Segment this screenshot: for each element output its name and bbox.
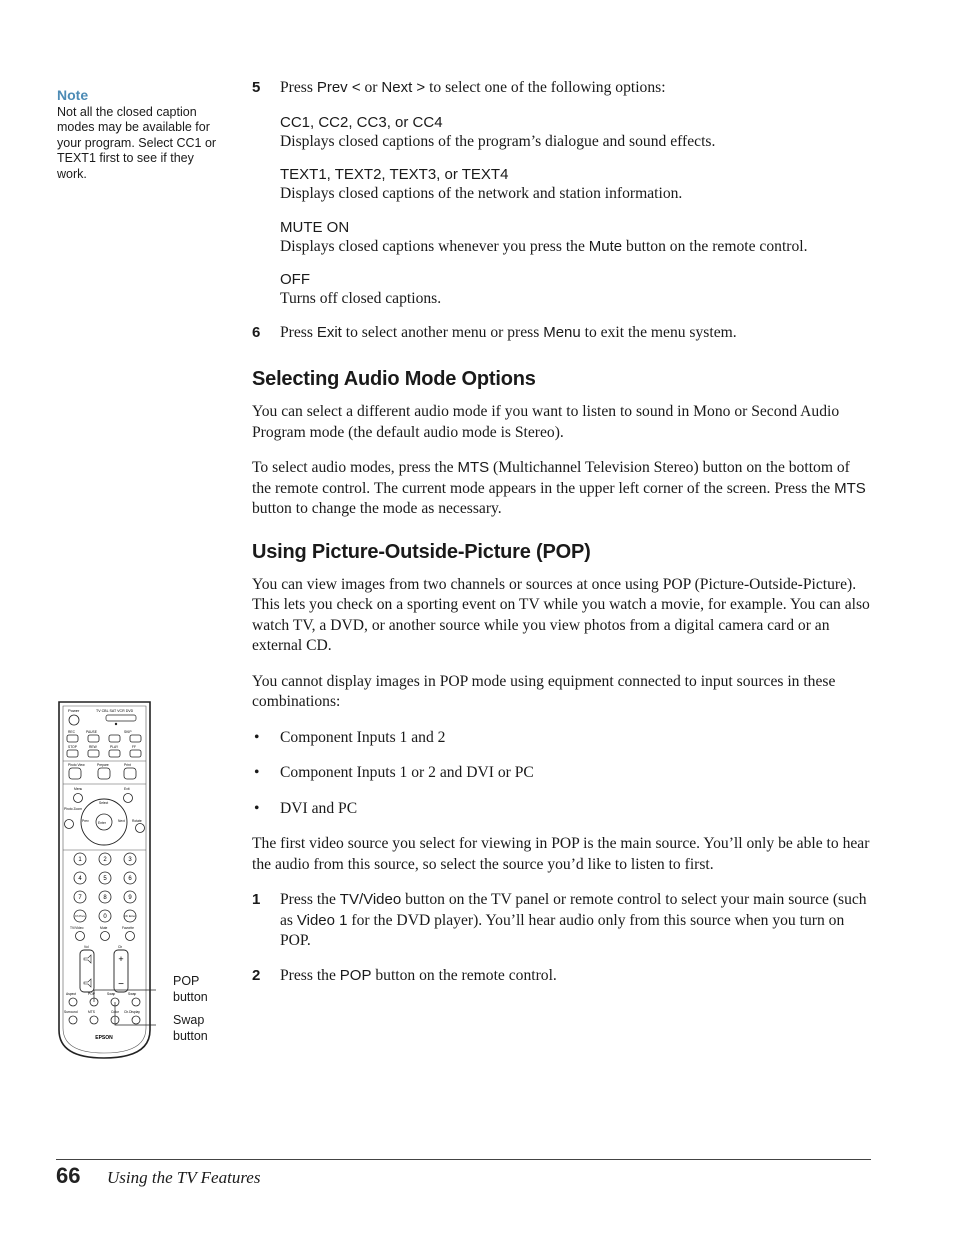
main-column [252, 78, 872, 1000]
remote-label: PAUSE [86, 730, 97, 734]
remote-label: Swap [107, 992, 116, 996]
remote-label: Prepare [97, 763, 109, 767]
list-item [252, 763, 872, 784]
remote-label: SKIP [124, 730, 132, 734]
key-label: 9 [128, 895, 132, 901]
tv-video-button-ref: TV/Video [339, 891, 402, 908]
step-text: button on the remote control. [371, 966, 557, 984]
step-number: 1 [252, 891, 261, 908]
remote-label: STOP [68, 745, 77, 749]
mts-button-ref: MTS [457, 459, 490, 476]
list-item-text: Component Inputs 1 or 2 and DVI or PC [280, 764, 534, 781]
paragraph-text: To select audio modes, press the [252, 459, 458, 476]
step-5 [252, 78, 872, 99]
indicator-light [115, 723, 117, 725]
key-label: 7 [78, 895, 82, 901]
step-number: 6 [252, 323, 261, 341]
key-label: 8 [103, 895, 107, 901]
remote-label: PLAY [110, 745, 119, 749]
step-6 [252, 323, 872, 344]
option-text [280, 165, 872, 205]
bullet-dot: • [254, 728, 260, 746]
key-label: 5 [103, 876, 107, 882]
list-item [252, 799, 872, 820]
pop-paragraph: The first video source you select for viewing in POP is the main source. You’ll only be able to hear the audio from this source, so select the source you’d like to listen to first. [252, 835, 870, 873]
option-desc-text: button on the remote control. [622, 237, 808, 255]
key-label: Ch Enter [124, 914, 136, 918]
audio-heading: Selecting Audio Mode Options [252, 368, 536, 390]
remote-label: REW [89, 745, 97, 749]
remote-label: POP [88, 992, 95, 996]
option-desc: Displays closed captions of the network and station information. [280, 185, 683, 202]
option-name: OFF [280, 271, 310, 288]
option-name: MUTE ON [280, 218, 350, 236]
pop-paragraph: You can view images from two channels or sources at once using POP (Picture-Outside-Picture). This lets you check on a sporting event on TV while you watch a movie, for example. You can also watch TV, a DVD, or another source while you view photos from a digital camera card or an external CD. [252, 575, 870, 654]
remote-label: Ch.Display [124, 1010, 140, 1014]
bullet-dot: • [254, 799, 260, 817]
note-title: Note [57, 87, 89, 103]
key-label: 2 [103, 857, 107, 863]
footer-title: Using the TV Features [107, 1168, 261, 1187]
remote-label: Vol [84, 945, 89, 949]
remote-label: Color [111, 1010, 119, 1014]
menu-button-ref: Menu [543, 323, 581, 341]
option-desc: Turns off closed captions. [280, 290, 442, 307]
pop-step-1 [252, 890, 872, 952]
video1-ref: Video 1 [296, 911, 348, 929]
minus-icon: − [118, 979, 124, 990]
pop-button-callout: POP button [173, 974, 208, 1004]
mute-button-ref: Mute [588, 237, 623, 255]
key-label: Ch Prev [74, 914, 86, 918]
remote-label: Select [99, 801, 109, 805]
key-label: 6 [128, 876, 132, 882]
option-desc [280, 237, 872, 258]
remote-label: Ch [118, 945, 123, 949]
list-item-text: DVI and PC [280, 799, 358, 817]
swap-button-callout: Swap button [173, 1013, 208, 1043]
step-text: to select one of the following options: [425, 79, 666, 96]
remote-label: Power [68, 708, 80, 713]
audio-paragraph [252, 458, 872, 520]
option-cc [280, 113, 872, 153]
remote-label: Exit [124, 787, 130, 791]
exit-button-ref: Exit [316, 323, 342, 341]
remote-label: Prev [82, 819, 89, 823]
key-label: 1 [78, 857, 82, 863]
remote-label: Photo View [68, 763, 85, 767]
footer-rule [56, 1159, 871, 1160]
step-text: Press the [280, 891, 340, 908]
paragraph-text: (Multichannel Television Stereo) button on the bottom of the remote control. The current mode appears in the upper left corner of the screen. Press the [252, 459, 850, 497]
remote-label: Enter [98, 821, 106, 825]
step-text: for the DVD player). You’ll hear audio only from this source when you turn on POP. [280, 911, 845, 949]
remote-label: Rotate [132, 819, 142, 823]
remote-label: Menu [74, 787, 83, 791]
note-text: Not all the closed caption modes may be available for your program. Select CC1 or TEXT1 first to see if they work. [57, 104, 217, 181]
remote-label: Swap [128, 992, 137, 996]
step-text: or [360, 79, 382, 96]
brand-logo: EPSON [95, 1035, 113, 1041]
step-text: to select another menu or press [341, 323, 544, 341]
option-mute-on [280, 218, 872, 258]
remote-label: REC [68, 730, 75, 734]
remote-label: Photo Zoom [64, 807, 82, 811]
remote-label: FF [132, 745, 137, 749]
remote-label: TV CBL SAT VCR DVD [96, 709, 134, 713]
step-number: 2 [252, 966, 261, 984]
option-desc: Displays closed captions of the program’s dialogue and sound effects. [280, 132, 716, 150]
prev-button-ref: Prev < [316, 79, 361, 96]
remote-label: Print [124, 763, 131, 767]
step-text: to exit the menu system. [580, 323, 737, 341]
step-text: Press the [280, 966, 340, 984]
key-label: 3 [128, 857, 132, 863]
remote-control-illustration [56, 700, 156, 1062]
option-name: TEXT1, TEXT2, TEXT3, or TEXT4 [280, 166, 509, 183]
remote-label: Mute [100, 926, 108, 930]
key-label: 4 [78, 876, 82, 882]
remote-label: Aspect [66, 992, 77, 996]
plus-icon: + [118, 954, 124, 964]
bullet-dot: • [254, 764, 260, 781]
pop-paragraph: You cannot display images in POP mode using equipment connected to input sources in these combinations: [252, 672, 836, 710]
option-off [280, 270, 872, 310]
pop-heading: Using Picture-Outside-Picture (POP) [252, 540, 591, 563]
next-button-ref: Next > [381, 79, 426, 96]
option-desc-text: Displays closed captions whenever you press the [280, 237, 589, 255]
step-text: Press [280, 323, 317, 341]
remote-label: TV/Video [70, 926, 84, 930]
remote-label: Next [118, 819, 125, 823]
pop-button-ref: POP [339, 966, 372, 984]
step-number: 5 [252, 79, 261, 96]
pop-step-2 [252, 966, 872, 987]
step-text: button on the TV panel or remote control to select your main source (such as [280, 891, 867, 929]
remote-label: Favorite [122, 926, 134, 930]
remote-label: MTS [88, 1010, 95, 1014]
list-item-text: Component Inputs 1 and 2 [280, 728, 446, 746]
key-label: 0 [103, 914, 107, 920]
audio-paragraph: You can select a different audio mode if you want to listen to sound in Mono or Second Audio Program mode (the default audio mode is Stereo). [252, 403, 840, 441]
page-number: 66 [56, 1163, 81, 1188]
list-item [252, 728, 872, 749]
sidebar-note [57, 88, 227, 182]
step-text: Press [280, 79, 317, 96]
paragraph-text: button to change the mode as necessary. [252, 500, 502, 517]
option-name: CC1, CC2, CC3, or CC4 [280, 113, 443, 131]
mts-button-ref: MTS [834, 479, 866, 497]
remote-label: Surround [64, 1010, 78, 1014]
